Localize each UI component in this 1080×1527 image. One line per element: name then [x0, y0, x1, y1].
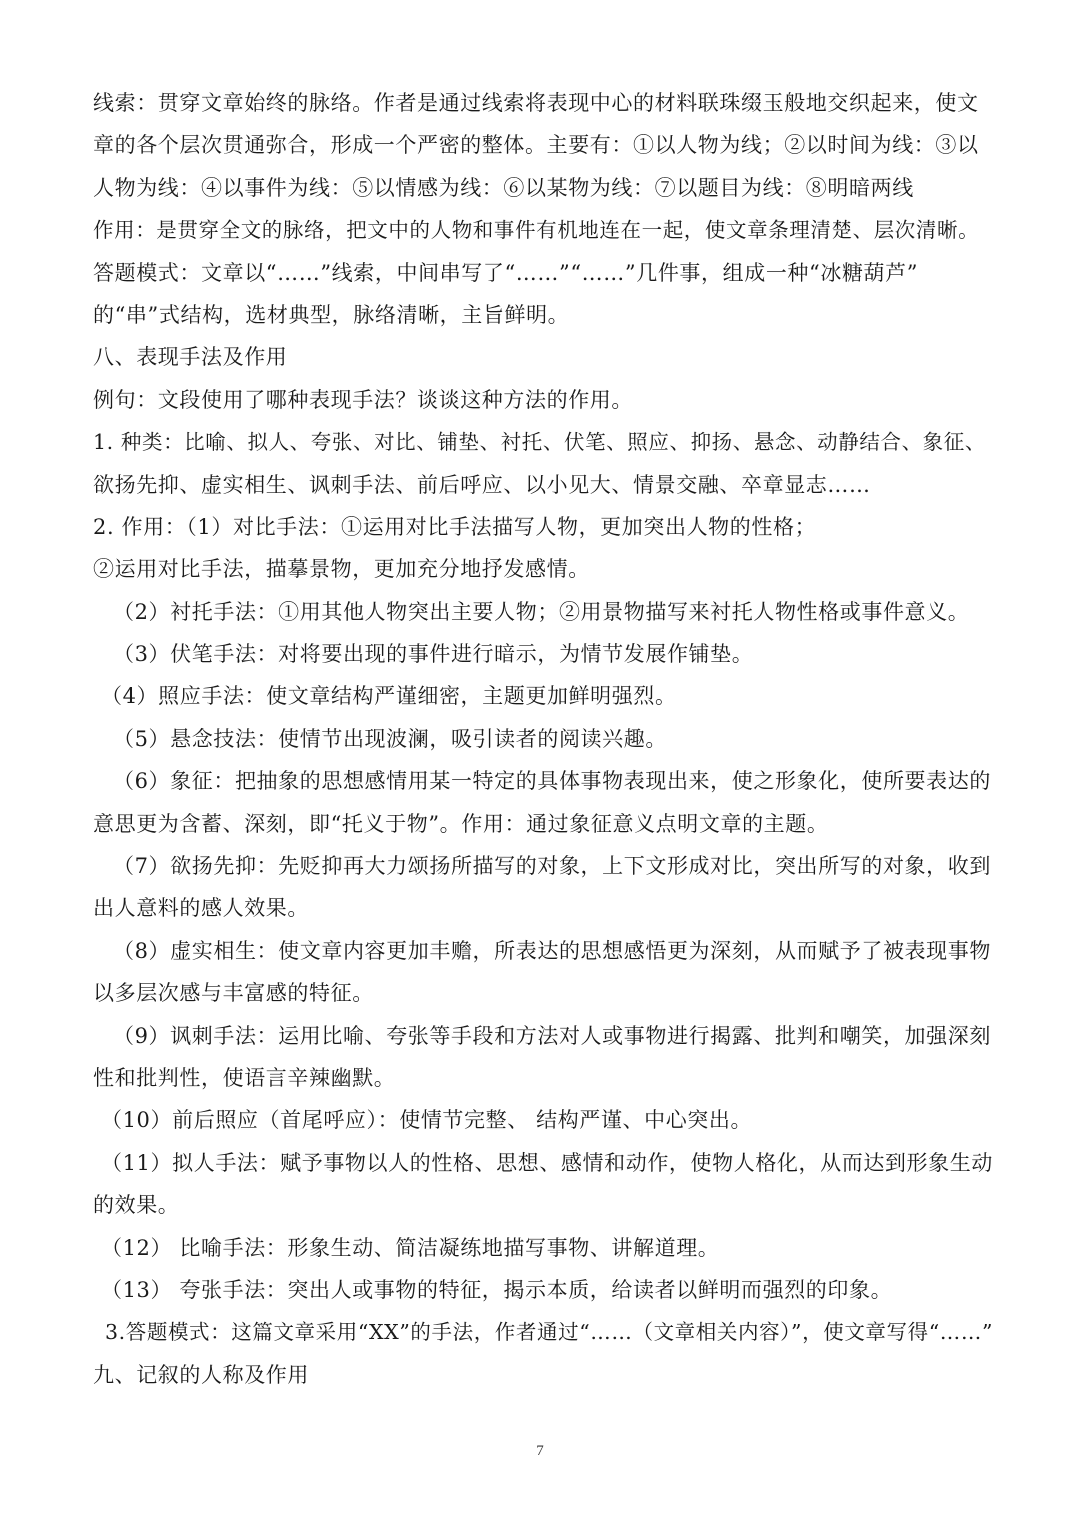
- text-line: 章的各个层次贯通弥合，形成一个严密的整体。主要有：①以人物为线；②以时间为线：③以: [93, 133, 979, 158]
- text-line: ②运用对比手法，描摹景物，更加充分地抒发感情。: [93, 557, 590, 582]
- text-line: 人物为线：④以事件为线：⑤以情感为线：⑥以某物为线：⑦以题目为线：⑧明暗两线: [93, 175, 914, 200]
- text-line: （7）欲扬先抑：先贬抑再大力颂扬所描写的对象，上下文形成对比，突出所写的对象，收到: [113, 854, 991, 879]
- text-line: 的“串”式结构，选材典型，脉络清晰，主旨鲜明。: [93, 302, 570, 327]
- text-line: （9）讽刺手法：运用比喻、夸张等手段和方法对人或事物进行揭露、批判和嘲笑，加强深刻: [113, 1023, 991, 1048]
- text-line: （4）照应手法：使文章结构严谨细密，主题更加鲜明强烈。: [101, 684, 677, 709]
- section-heading: 九、记叙的人称及作用: [93, 1362, 309, 1387]
- text-line: （12） 比喻手法：形象生动、简洁凝练地描写事物、讲解道理。: [101, 1235, 720, 1260]
- text-line: 出人意料的感人效果。: [93, 896, 309, 921]
- text-line: 欲扬先抑、虚实相生、讽刺手法、前后呼应、以小见大、情景交融、卒章显志……: [93, 472, 871, 497]
- text-line: 3.答题模式：这篇文章采用“XX”的手法，作者通过“……（文章相关内容）”，使文章写得“……”: [105, 1320, 994, 1345]
- text-line: （8）虚实相生：使文章内容更加丰赡，所表达的思想感悟更为深刻，从而赋予了被表现事物: [113, 938, 991, 963]
- text-line: （2）衬托手法：①用其他人物突出主要人物；②用景物描写来衬托人物性格或事件意义。: [113, 599, 970, 624]
- text-line: 性和批判性，使语言辛辣幽默。: [93, 1065, 396, 1090]
- text-line: 以多层次感与丰富感的特征。: [93, 981, 374, 1006]
- text-line: 1. 种类：比喻、拟人、夸张、对比、铺垫、衬托、伏笔、照应、抑扬、悬念、动静结合、象征、: [93, 430, 986, 455]
- text-line: （5）悬念技法：使情节出现波澜，吸引读者的阅读兴趣。: [113, 726, 667, 751]
- text-line: （10）前后照应（首尾呼应）：使情节完整、 结构严谨、中心突出。: [101, 1108, 753, 1133]
- page-number: 7: [536, 1443, 544, 1459]
- text-line: 意思更为含蓄、深刻，即“托义于物”。作用：通过象征意义点明文章的主题。: [93, 811, 829, 836]
- text-line: （13） 夸张手法：突出人或事物的特征，揭示本质，给读者以鲜明而强烈的印象。: [101, 1277, 893, 1302]
- text-line: （3）伏笔手法：对将要出现的事件进行暗示，为情节发展作铺垫。: [113, 642, 754, 667]
- text-line: 的效果。: [93, 1193, 180, 1218]
- text-line: 作用：是贯穿全文的脉络，把文中的人物和事件有机地连在一起，使文章条理清楚、层次清晰。: [93, 218, 980, 243]
- text-line: 2. 作用：（1）对比手法：①运用对比手法描写人物，更加突出人物的性格；: [93, 514, 817, 539]
- text-line: 答题模式：文章以“……”线索，中间串写了“……”“……”几件事，组成一种“冰糖葫芦”: [93, 260, 919, 285]
- section-heading: 八、表现手法及作用: [93, 345, 288, 370]
- text-line: （11）拟人手法：赋予事物以人的性格、思想、感情和动作，使物人格化，从而达到形象生动: [101, 1150, 993, 1175]
- text-line: 线索：贯穿文章始终的脉络。作者是通过线索将表现中心的材料联珠缀玉般地交织起来，使文: [93, 91, 979, 115]
- text-line: 例句：文段使用了哪种表现手法？谈谈这种方法的作用。: [93, 387, 633, 412]
- document-body: [93, 82, 993, 1396]
- text-line: （6）象征：把抽象的思想感情用某一特定的具体事物表现出来，使之形象化，使所要表达的: [113, 769, 991, 794]
